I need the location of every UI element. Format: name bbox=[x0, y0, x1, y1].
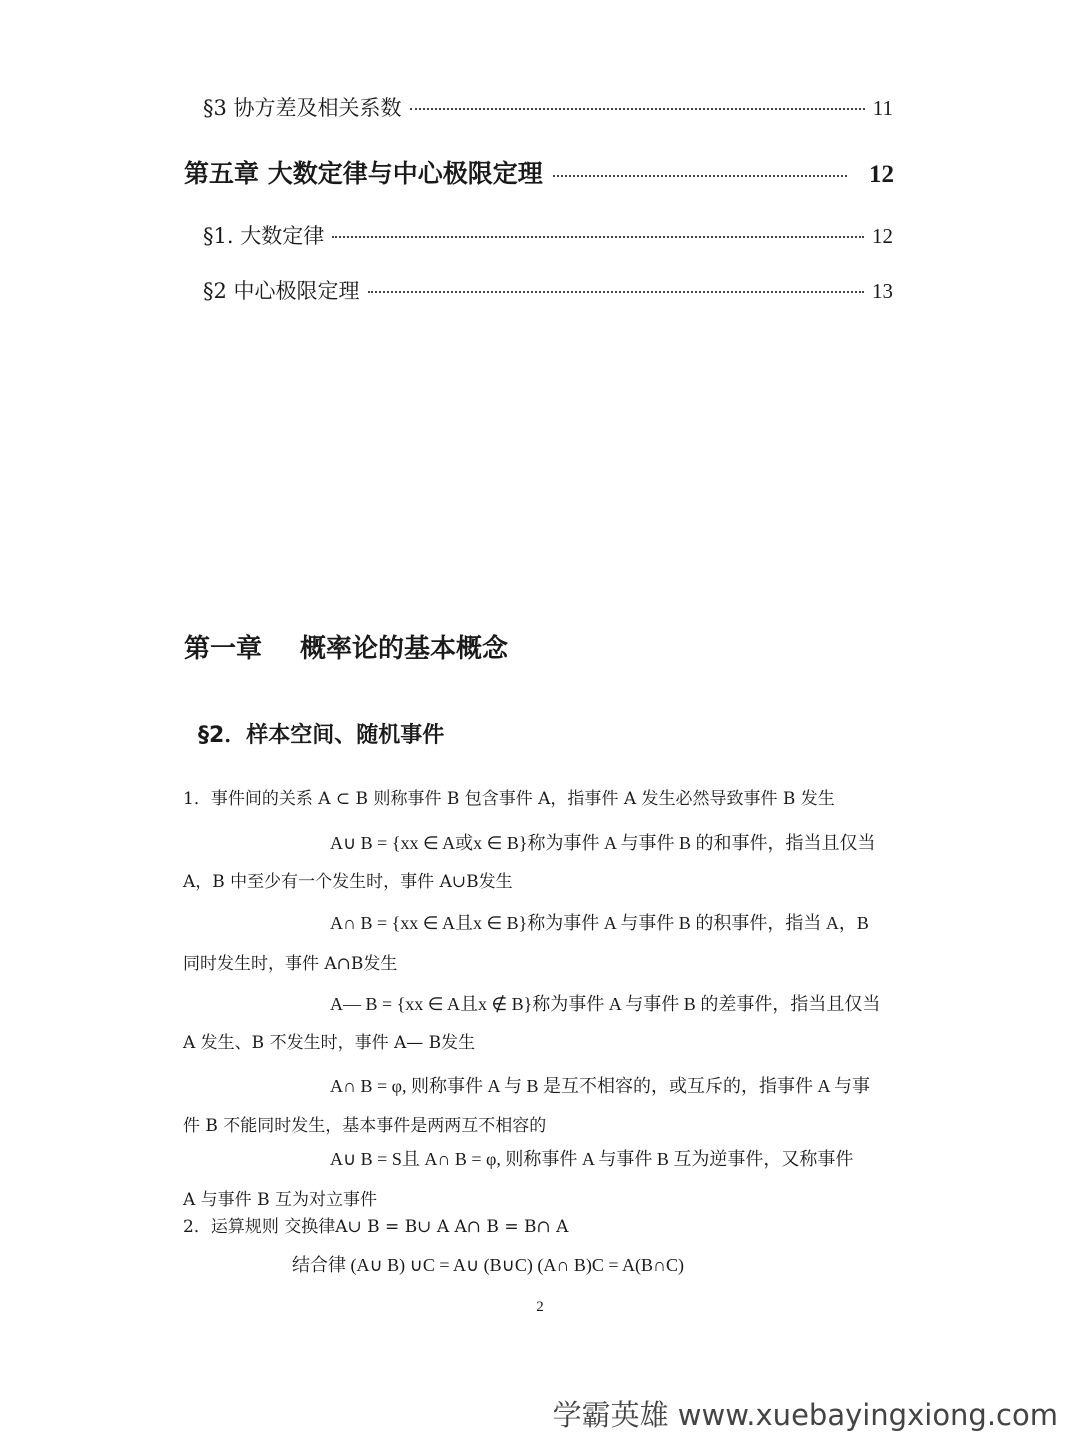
body-line: A 发生、B 不发生时，事件 A— B发生 bbox=[183, 1033, 476, 1053]
body-line: A，B 中至少有一个发生时，事件 A∪B发生 bbox=[183, 872, 513, 892]
chapter-heading bbox=[184, 628, 508, 665]
body-line: 同时发生时，事件 A∩B发生 bbox=[183, 954, 398, 974]
toc-entry-page: 12 bbox=[872, 224, 893, 248]
body-line: 2．运算规则 交换律A∪ B = B∪ A A∩ B = B∩ A bbox=[183, 1217, 569, 1237]
toc-entry-page: 12 bbox=[869, 161, 894, 188]
body-line: 件 B 不能同时发生，基本事件是两两互不相容的 bbox=[183, 1116, 547, 1136]
body-line: 1．事件间的关系 A ⊂ B 则称事件 B 包含事件 A，指事件 A 发生必然导致事件 B 发生 bbox=[183, 789, 835, 809]
toc-entry-page: 13 bbox=[872, 279, 893, 303]
toc-leader-dots bbox=[332, 236, 864, 238]
watermark: 学霸英雄 www.xuebayingxiong.com bbox=[552, 1398, 1058, 1432]
toc-entry-label: §2 中心极限定理 bbox=[203, 279, 360, 303]
formula-line: A∩ B = {xx ∈ A且x ∈ B}称为事件 A 与事件 B 的积事件，指当 A，B bbox=[330, 913, 869, 933]
section-heading: §2．样本空间、随机事件 bbox=[198, 723, 445, 748]
toc-entry[interactable] bbox=[203, 275, 893, 305]
formula-line: 结合律 (A∪ B) ∪C = A∪ (B∪C) (A∩ B)C = A(B∩C) bbox=[292, 1255, 685, 1275]
toc-entry[interactable] bbox=[203, 92, 893, 122]
toc-entry-label: §3 协方差及相关系数 bbox=[203, 96, 402, 120]
formula-line: A— B = {xx ∈ A且x ∉ B}称为事件 A 与事件 B 的差事件，指当且仅当 bbox=[330, 994, 881, 1014]
page-number: 2 bbox=[536, 1299, 544, 1315]
formula-line: A∪ B = {xx ∈ A或x ∈ B}称为事件 A 与事件 B 的和事件，指当且仅当 bbox=[330, 833, 876, 853]
toc-entry-page: 11 bbox=[872, 96, 893, 120]
toc-entry-chapter[interactable] bbox=[184, 154, 894, 190]
toc-entry-label: 第五章 大数定律与中心极限定理 bbox=[184, 159, 543, 188]
formula-line: A∪ B = S且 A∩ B = φ, 则称事件 A 与事件 B 互为逆事件，又称事件 bbox=[330, 1149, 854, 1169]
body-line: A 与事件 B 互为对立事件 bbox=[183, 1190, 377, 1210]
toc-entry[interactable] bbox=[203, 220, 893, 250]
toc-entry-label: §1. 大数定律 bbox=[203, 224, 325, 248]
chapter-name: 概率论的基本概念 bbox=[300, 634, 509, 664]
toc-leader-dots bbox=[553, 175, 847, 177]
chapter-number: 第一章 bbox=[184, 634, 263, 664]
toc-leader-dots bbox=[410, 108, 865, 110]
formula-line: A∩ B = φ, 则称事件 A 与 B 是互不相容的，或互斥的，指事件 A 与事 bbox=[330, 1076, 871, 1096]
toc-leader-dots bbox=[368, 291, 864, 293]
